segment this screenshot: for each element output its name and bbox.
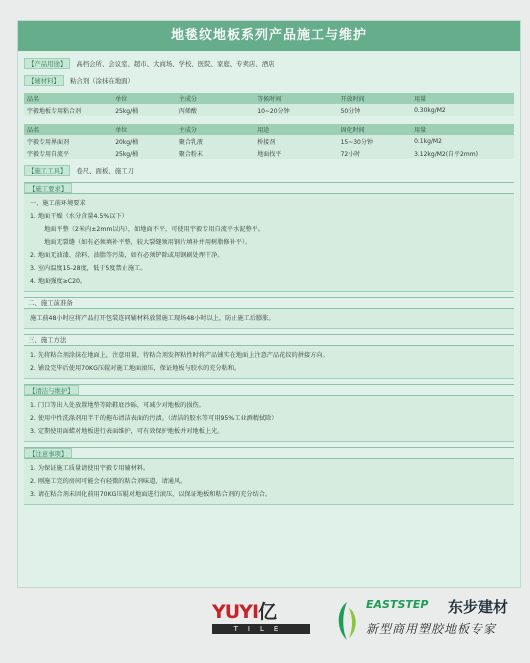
yuyi-logo-subtext: TILE	[212, 624, 310, 634]
section-maintenance	[24, 384, 514, 442]
table-header-row	[24, 124, 514, 135]
section-header	[24, 182, 514, 194]
table-cell: 72小时	[338, 147, 412, 159]
table-cell: 0.1kg/M2	[411, 135, 514, 147]
table-cell: 聚合乳液	[176, 135, 254, 147]
list-item: 2. 地面无油漆、涂料、油脂等污染，如有必须铲除或用钢刷处理干净。	[30, 252, 224, 259]
tools-text: 卷尺、面板、施工刀	[76, 167, 134, 175]
section-preparation	[24, 297, 514, 329]
usage-tag: 【产品用途】	[24, 58, 70, 69]
list-item: 1. 为保证施工质量请使用宇毅专用辅材料。	[30, 465, 150, 472]
table-header: 品名	[24, 124, 112, 135]
section-header	[24, 297, 514, 309]
section-method	[24, 334, 514, 379]
table-header: 用量	[411, 93, 514, 104]
eaststep-name-cn: 东步建材	[448, 598, 509, 616]
eaststep-leaf-icon	[334, 600, 360, 642]
footer	[0, 596, 530, 663]
usage-text: 高档会所、会议室、超市、大商场、学校、医院、家庭、专卖店、酒店	[76, 60, 275, 68]
table-header: 用量	[411, 124, 514, 135]
table-cell: 宇毅地板专用粘合剂	[24, 104, 112, 116]
table-cell: 25kg/桶	[112, 147, 176, 159]
table-header: 单位	[112, 93, 176, 104]
section-body	[24, 396, 514, 442]
section-notes	[24, 447, 514, 505]
list-item: 4. 地面强度≥C20。	[30, 278, 87, 285]
table-cell: 20kg/桶	[112, 135, 176, 147]
list-item: 3. 定期使用面蜡对地板进行表面维护，可有效保护地板并对地板上光。	[30, 428, 224, 435]
list-item: 1. 地面干燥（水分含量4.5%以下）	[30, 213, 128, 220]
list-item: 2. 使用中性洗涤剂用半干的拖布清洁表面的污渍。（清洁的胶水等可用95%工业酒精拭除）	[30, 415, 278, 422]
yuyi-logo	[212, 601, 310, 635]
list-item: 2. 铺设完毕后使用70KG压辊对施工地面滚压，保证地板与胶水的充分粘和。	[30, 365, 241, 372]
list-item: 地面平整（2米内±2mm以内），如地面不平，可使用宇毅专用自流平水泥整平。	[44, 226, 265, 233]
yuyi-logo-text: YUYI亿	[212, 601, 277, 623]
table-header-row	[24, 93, 514, 104]
table-cell: 3.12kg/M2(自平2mm)	[411, 147, 514, 159]
table-cell: 50分钟	[338, 104, 412, 116]
section-header	[24, 447, 514, 459]
section-body	[24, 309, 514, 329]
table-header: 用途	[254, 124, 337, 135]
section-body	[24, 346, 514, 379]
section-title: 二、施工前准备	[28, 299, 73, 307]
section-construction-requirements	[24, 182, 514, 292]
section-header	[24, 334, 514, 346]
table-cell: 聚合粉末	[176, 147, 254, 159]
tools-row	[24, 165, 514, 177]
list-item: 1. 先将粘合剂涂抹在地面上，注意用量，待粘合剂发挥粘性时将产品铺实在地面上注意产品花纹的拼接方向。	[30, 352, 329, 359]
section-body	[24, 194, 514, 292]
table-header: 品名	[24, 93, 112, 104]
section-header	[24, 384, 514, 396]
list-item: 施工前48小时应将产品打开包装连同辅材料放置施工现场48小时以上，防止施工后膨胀。	[30, 315, 275, 322]
table-cell: 丙烯酸	[176, 104, 254, 116]
section-title: 一、施工前环境要求	[30, 200, 86, 207]
table-header: 固化时间	[338, 124, 412, 135]
aux-tag: 【辅材料】	[24, 75, 64, 86]
tools-tag: 【施工工具】	[24, 165, 70, 176]
table-header: 单位	[112, 124, 176, 135]
table-row	[24, 135, 514, 147]
table-row	[24, 104, 514, 116]
page-title: 地毯纹地板系列产品施工与维护	[18, 21, 520, 51]
table-cell: 桥接剂	[254, 135, 337, 147]
aux-text: 粘合剂（涂抹在地面）	[70, 77, 134, 85]
table-row	[24, 147, 514, 159]
table-cell: 15~30分钟	[338, 135, 412, 147]
eaststep-name-en: EASTSTEP	[366, 598, 429, 611]
table-cell: 宇毅专用自流平	[24, 147, 112, 159]
section-tag: 【注意事项】	[24, 448, 72, 458]
table-cell: 0.30kg/M2	[411, 104, 514, 116]
section-body	[24, 459, 514, 505]
table-cell: 宇毅专用界面剂	[24, 135, 112, 147]
list-item: 2. 刚施工完的房间可能会有轻微的粘合剂味道，请通风。	[30, 478, 187, 485]
table-cell: 地面找平	[254, 147, 337, 159]
table-header: 主成分	[176, 124, 254, 135]
section-tag: 【清洁与维护】	[24, 385, 79, 395]
product-sheet	[17, 20, 521, 588]
list-item: 3. 室内温度15-28度，低于5度禁止施工。	[30, 265, 147, 272]
list-item: 地面无裂缝（如有必须填补平整，较大裂缝须用钢片填补并用树脂修补平）。	[44, 239, 252, 246]
auxiliary-table	[24, 124, 514, 159]
usage-row	[24, 58, 514, 70]
table-header: 开放时间	[338, 93, 412, 104]
table-cell: 10~20分钟	[254, 104, 337, 116]
table-header: 等候时间	[254, 93, 337, 104]
adhesive-table	[24, 93, 514, 116]
eaststep-logo	[334, 596, 530, 656]
section-title: 三、施工方法	[28, 336, 67, 344]
table-cell: 25kg/桶	[112, 104, 176, 116]
aux-row	[24, 75, 514, 87]
section-tag: 【施工要求】	[24, 183, 72, 193]
list-item: 3. 请在粘合剂未固化前用70KG压辊对地面进行滚压，以保证地板和粘合剂的充分结合。	[30, 491, 272, 498]
eaststep-slogan: 新型商用塑胶地板专家	[366, 622, 497, 636]
table-header: 主成分	[176, 93, 254, 104]
list-item: 1. 门口等出入处放置地垫等除鞋底沙砾，可减少对地板的损伤。	[30, 402, 205, 409]
